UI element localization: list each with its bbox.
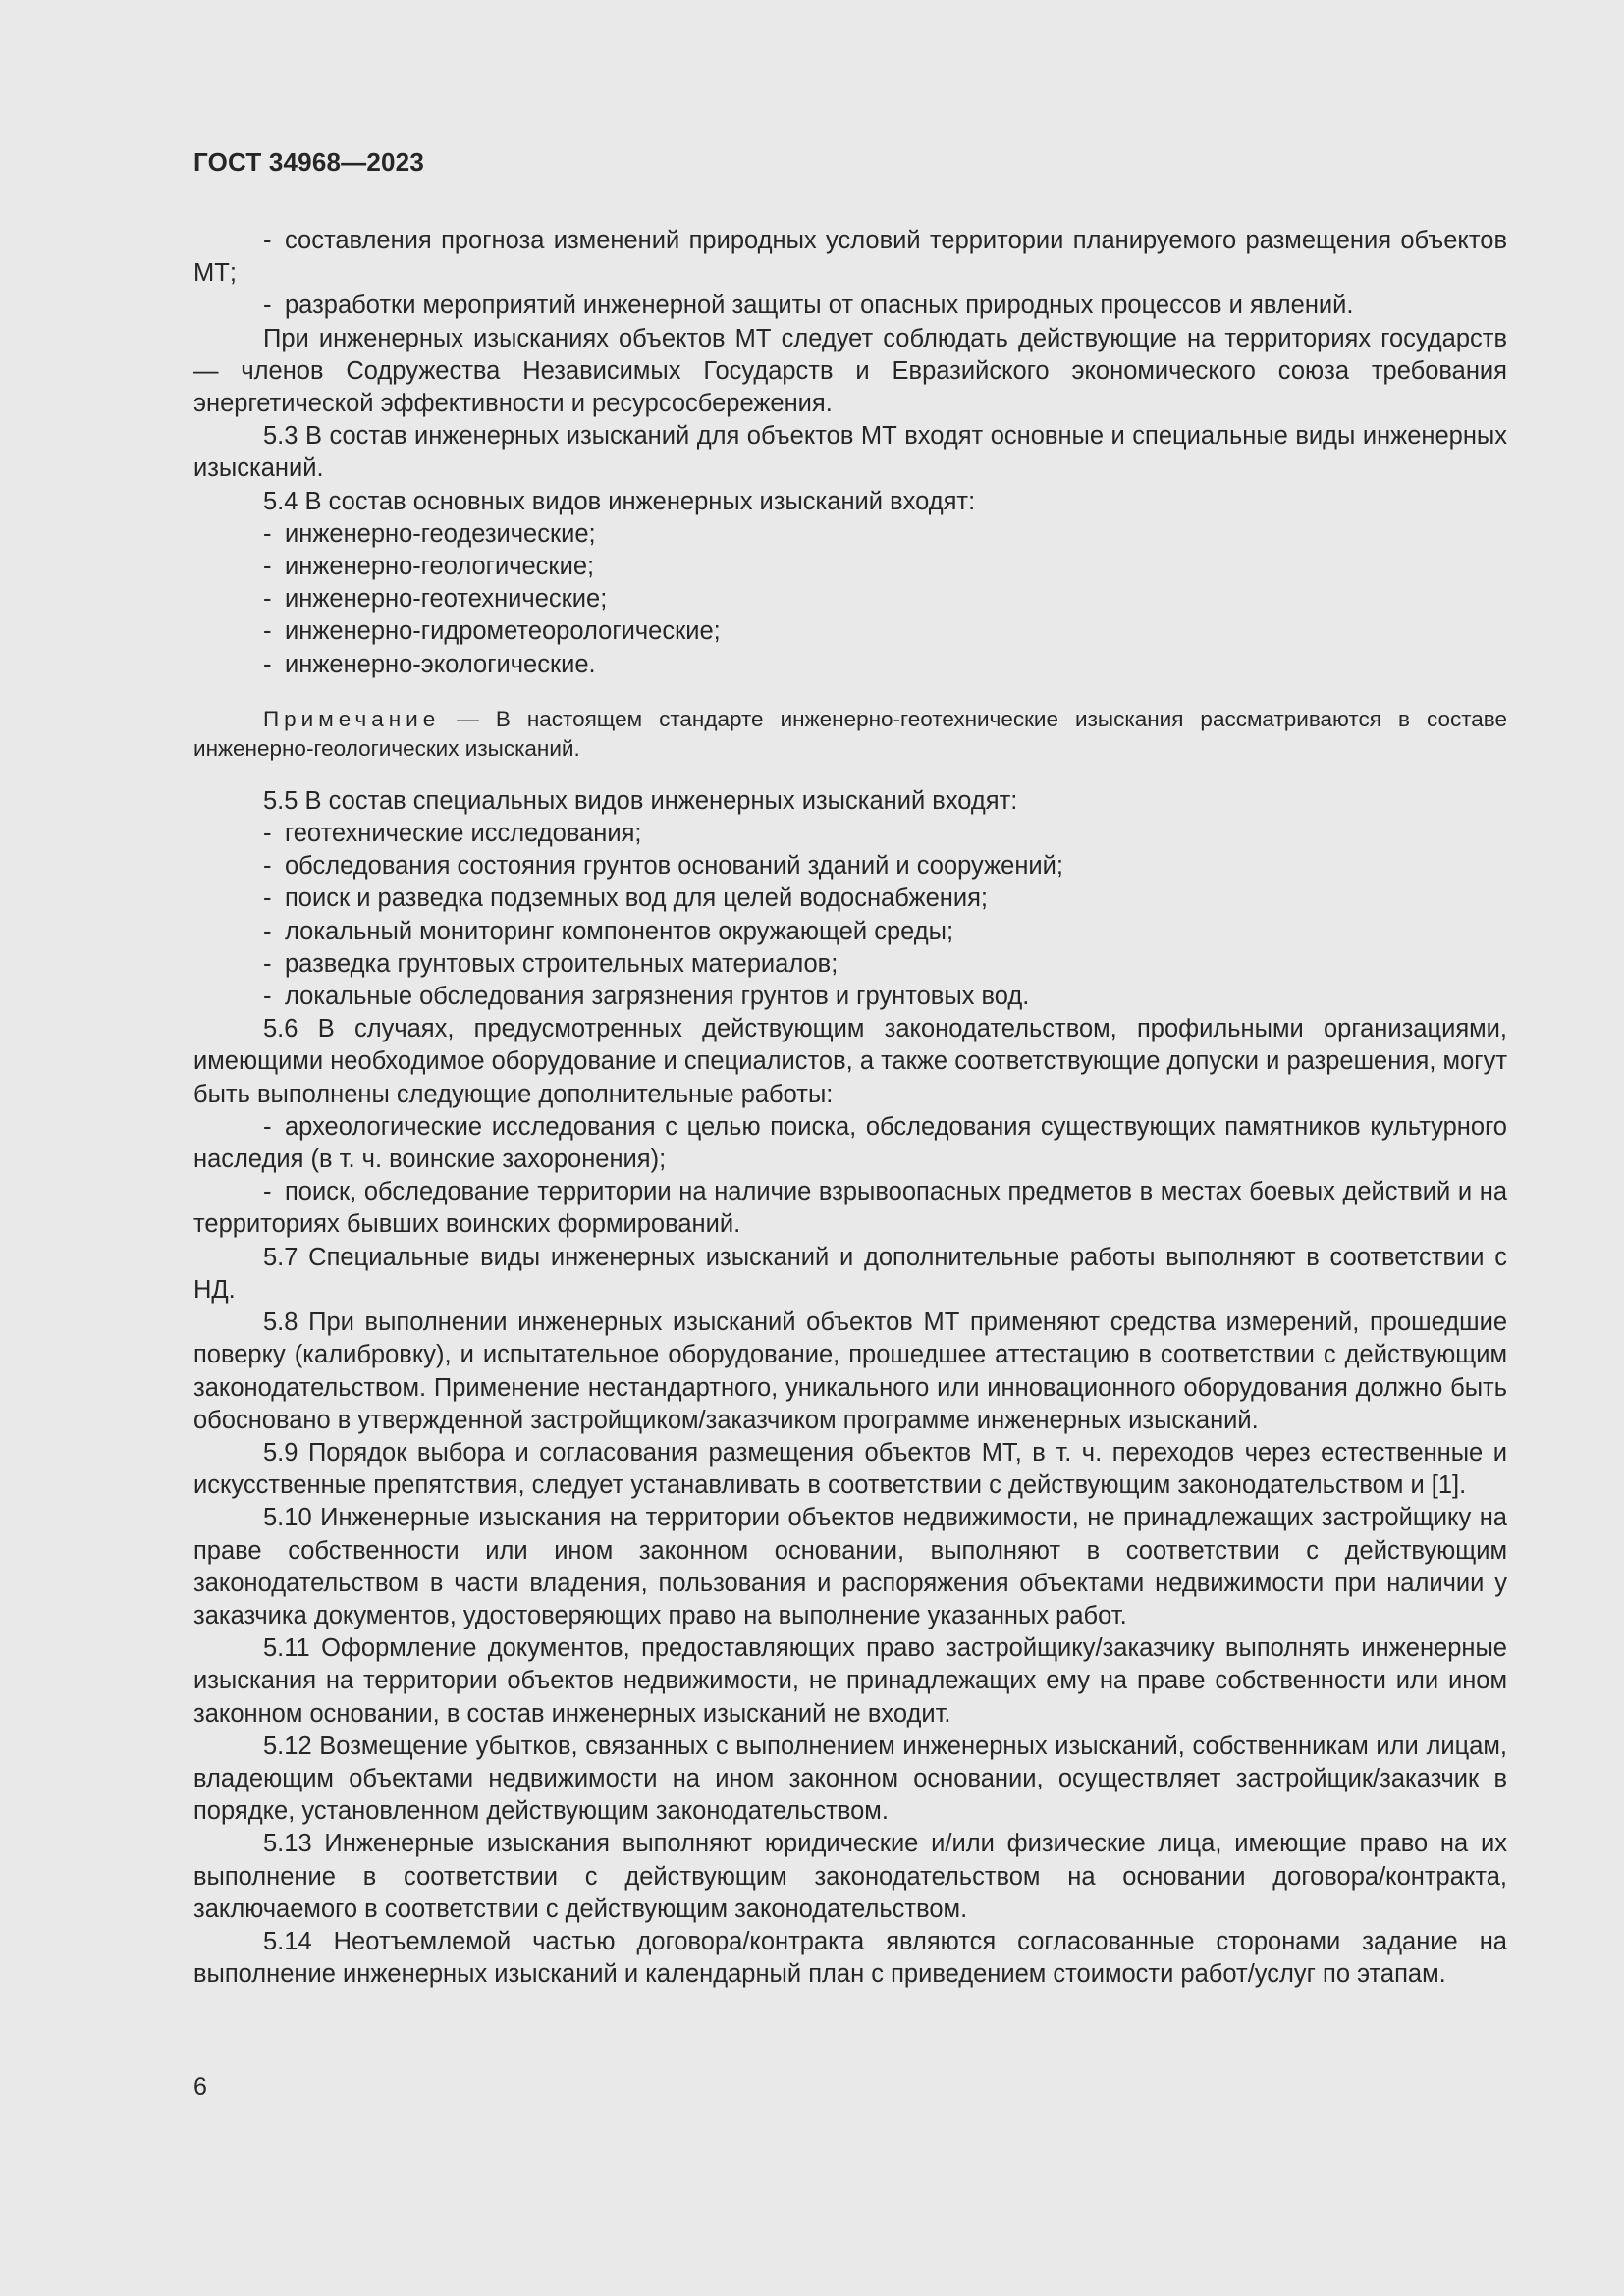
document-header: ГОСТ 34968—2023 xyxy=(193,147,424,177)
paragraph-5-9: 5.9 Порядок выбора и согласования размещения объектов МТ, в т. ч. переходов через естественные и искусственные препятствия, следует устанавливать в соответствии с действующим законодательством и [1]. xyxy=(193,1438,1507,1500)
list-dash: - xyxy=(263,292,272,320)
note xyxy=(193,705,1507,764)
paragraph-5-4: 5.4 В состав основных видов инженерных изысканий входят: xyxy=(263,487,976,515)
list-item: - разведка грунтовых строительных материалов; xyxy=(193,948,1507,981)
list-dash: - xyxy=(263,227,272,254)
list-dash: - xyxy=(263,519,272,548)
paragraph-5-6: 5.6 В случаях, предусмотренных действующим законодательством, профильными организациями, имеющими необходимое оборудование и специалистов, а также соответствующие допуски и разрешения, могут быть выполнены следующие дополнительные работы: xyxy=(193,1015,1507,1108)
list-dash: - xyxy=(263,884,272,913)
list-item: - локальный мониторинг компонентов окружающей среды; xyxy=(193,916,1507,948)
list-item: - составления прогноза изменений природных условий территории планируемого размещения объектов МТ; xyxy=(193,227,1507,288)
document-body xyxy=(193,225,1507,1991)
list-dash: - xyxy=(263,917,272,945)
list-dash: - xyxy=(263,617,272,646)
list-dash: - xyxy=(263,852,272,881)
list-item: - поиск и разведка подземных вод для целей водоснабжения; xyxy=(193,882,1507,915)
list-dash: - xyxy=(263,585,272,614)
note-text: — В настоящем стандарте инженерно-геотехнические изыскания рассматриваются в составе инженерно-геологических изысканий. xyxy=(193,706,1507,761)
list-item: - геотехнические исследования; xyxy=(193,818,1507,850)
paragraph-5-3: 5.3 В состав инженерных изысканий для объектов МТ входят основные и специальные виды инженерных изысканий. xyxy=(193,422,1507,483)
list-dash: - xyxy=(263,983,272,1011)
list-item: - инженерно-геотехнические; xyxy=(193,583,1507,615)
list-dash: - xyxy=(263,949,272,978)
list-item: - инженерно-экологические. xyxy=(193,649,1507,681)
list-item: - инженерно-геологические; xyxy=(193,551,1507,583)
list-item: - археологические исследования с целью поиска, обследования существующих памятников культурного наследия (в т. ч. воинские захоронения); xyxy=(193,1112,1507,1174)
list-item: - инженерно-геодезические; xyxy=(193,518,1507,551)
paragraph-5-12: 5.12 Возмещение убытков, связанных с выполнением инженерных изысканий, собственникам или лицам, владеющим объектами недвижимости на ином законном основании, осуществляет застройщик/заказчик в порядке, установленном действующим законодательством. xyxy=(193,1732,1507,1826)
list-dash: - xyxy=(263,650,272,678)
paragraph-5-8: 5.8 При выполнении инженерных изысканий объектов МТ применяют средства измерений, прошедшие поверку (калибровку), и испытательное оборудование, прошедшее аттестацию в соответствии с действующим законодательством. Применение нестандартного, уникального или инновационного оборудования должно быть обосновано в утвержденной застройщиком/заказчиком программе инженерных изысканий. xyxy=(193,1308,1507,1434)
list-item: - обследования состояния грунтов оснований зданий и сооружений; xyxy=(193,850,1507,882)
paragraph: При инженерных изысканиях объектов МТ следует соблюдать действующие на территориях государств — членов Содружества Независимых Государств и Евразийского экономического союза требования энергетической эффективности и ресурсосбережения. xyxy=(193,324,1507,418)
paragraph-5-13: 5.13 Инженерные изыскания выполняют юридические и/или физические лица, имеющие право на их выполнение в соответствии с действующим законодательством на основании договора/контракта, заключаемого в соответствии с действующим законодательством. xyxy=(193,1830,1507,1923)
page-number: 6 xyxy=(193,2073,207,2101)
list-item: - локальные обследования загрязнения грунтов и грунтовых вод. xyxy=(193,981,1507,1013)
list-dash: - xyxy=(263,1112,272,1141)
list-dash: - xyxy=(263,820,272,848)
list-item: - поиск, обследование территории на наличие взрывоопасных предметов в местах боевых действий и на территориях бывших воинских формирований. xyxy=(193,1178,1507,1239)
list-item: - инженерно-гидрометеорологические; xyxy=(193,615,1507,648)
list-item: - разработки мероприятий инженерной защиты от опасных природных процессов и явлений. xyxy=(193,290,1507,322)
list-dash: - xyxy=(263,553,272,581)
paragraph-5-14: 5.14 Неотъемлемой частью договора/контракта являются согласованные сторонами задание на выполнение инженерных изысканий и календарный план с приведением стоимости работ/услуг по этапам. xyxy=(193,1927,1507,1989)
paragraph-5-11: 5.11 Оформление документов, предоставляющих право застройщику/заказчику выполнять инженерные изыскания на территории объектов недвижимости, не принадлежащих ему на праве собственности или ином законном основании, в состав инженерных изысканий не входит. xyxy=(193,1634,1507,1728)
paragraph-5-5: 5.5 В состав специальных видов инженерных изысканий входят: xyxy=(263,786,1018,815)
list-dash: - xyxy=(263,1178,272,1206)
note-label: Примечание xyxy=(263,706,441,731)
paragraph-5-10: 5.10 Инженерные изыскания на территории объектов недвижимости, не принадлежащих застройщику на праве собственности или ином законном основании, выполняют в соответствии с действующим законодательством в части владения, пользования и распоряжения объектами недвижимости при наличии у заказчика документов, удостоверяющих право на выполнение указанных работ. xyxy=(193,1504,1507,1629)
paragraph-5-7: 5.7 Специальные виды инженерных изысканий и дополнительные работы выполняют в соответствии с НД. xyxy=(193,1243,1507,1304)
